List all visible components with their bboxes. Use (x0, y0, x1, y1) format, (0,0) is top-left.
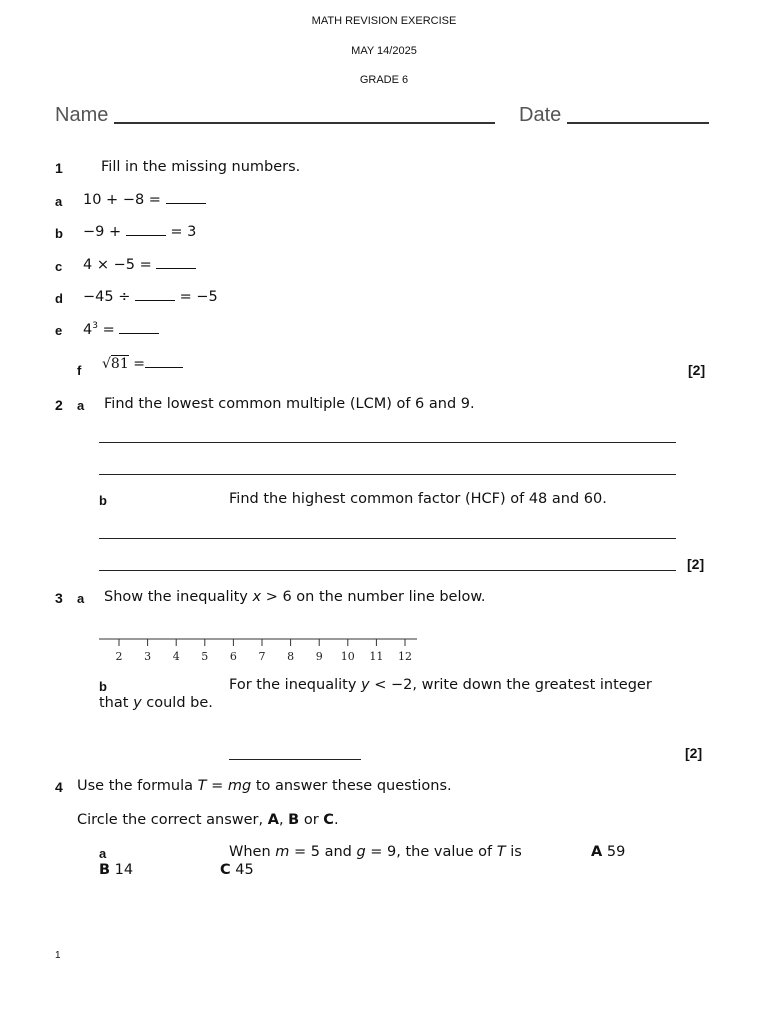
q4a-option-b-value: 14 (114, 862, 134, 878)
q3a-variable: x (252, 589, 262, 605)
q1e-exponent: 3 (92, 321, 98, 331)
q4a-option-b[interactable] (99, 862, 133, 878)
q4a-T: T (496, 844, 506, 860)
q2a-answer-line-1[interactable] (99, 442, 676, 443)
q4-intro-pre: Use the formula (77, 778, 194, 794)
q1c-label: c (55, 259, 63, 274)
q1d-expression (83, 289, 218, 305)
q3b-text-mid: < −2, write down the greatest integer (374, 677, 652, 693)
q4a-option-a-label: A (591, 844, 603, 860)
q1f-expression (102, 356, 183, 372)
q2b-answer-line-1[interactable] (99, 538, 676, 539)
number-line-tick-label: 5 (201, 650, 209, 663)
q2a-label: a (77, 398, 85, 413)
q4a-g: g (356, 844, 366, 860)
q1b-text-pre: −9 + (83, 224, 122, 240)
q3b-variable: y (361, 677, 370, 693)
q1c-text: 4 × −5 = (83, 257, 152, 273)
worksheet-grade: GRADE 6 (359, 74, 409, 86)
q3b-text-post2: could be. (146, 695, 213, 711)
q2b-label: b (99, 493, 107, 508)
date-field[interactable] (567, 122, 709, 124)
q1d-text-post: = −5 (179, 289, 218, 305)
q1b-text-post: = 3 (170, 224, 197, 240)
q3b-variable-2: y (133, 695, 142, 711)
q1a-expression (83, 192, 206, 208)
name-field[interactable] (114, 122, 495, 124)
q1f-equals: = (133, 356, 145, 372)
q1d-answer-blank[interactable] (135, 299, 175, 301)
q4-instruction-sep: , (278, 812, 284, 828)
q4a-option-a-value: 59 (606, 844, 626, 860)
q4-intro (77, 778, 452, 794)
question-number-1: 1 (55, 160, 63, 176)
q4a-when: When (229, 844, 271, 860)
q4a-option-b-label: B (99, 862, 111, 878)
q4-instruction-C: C (323, 812, 334, 828)
q4-formula-mg: mg (227, 778, 252, 794)
question-number-4: 4 (55, 779, 63, 795)
q3a-prompt (104, 589, 486, 605)
question-number-3: 3 (55, 590, 63, 606)
q3b-label: b (99, 679, 107, 694)
q1b-answer-blank[interactable] (126, 234, 166, 236)
number-line-tick-label: 7 (258, 650, 266, 663)
q1e-answer-blank[interactable] (119, 332, 159, 334)
q1a-text: 10 + −8 = (83, 192, 161, 208)
q1f-radicand: 81 (110, 356, 129, 372)
worksheet-date: MAY 14/2025 (351, 45, 417, 57)
q3b-text-pre: For the inequality (229, 677, 357, 693)
q1c-answer-blank[interactable] (156, 267, 196, 269)
number-line-tick-label: 12 (398, 650, 412, 663)
q4-instruction-or: or (303, 812, 319, 828)
q1a-label: a (55, 194, 63, 209)
q1e-expression (83, 321, 159, 338)
number-line-tick-label: 11 (369, 650, 384, 663)
q2b-answer-line-2[interactable] (99, 570, 676, 571)
q3a-text-post: > 6 on the number line below. (265, 589, 486, 605)
q2b-prompt: Find the highest common factor (HCF) of 48 and 60. (229, 491, 607, 507)
worksheet-title: MATH REVISION EXERCISE (311, 15, 457, 27)
q3a-text-pre: Show the inequality (104, 589, 248, 605)
q4-instruction (77, 812, 339, 828)
q1c-expression (83, 257, 196, 273)
q4-instruction-A: A (267, 812, 279, 828)
q3a-label: a (77, 591, 85, 606)
number-line-tick-label: 6 (229, 650, 237, 663)
q1d-text-pre: −45 ÷ (83, 289, 131, 305)
q2-marks: [2] (687, 556, 705, 572)
q4-instruction-period: . (333, 812, 339, 828)
q4a-m: m (275, 844, 290, 860)
q1a-answer-blank[interactable] (166, 202, 206, 204)
q4a-prompt (229, 844, 522, 860)
q3b-prompt-line1 (229, 677, 652, 693)
number-line-tick-label: 10 (340, 650, 355, 663)
q1d-label: d (55, 291, 63, 306)
q4-formula-T: T (197, 778, 207, 794)
page-number: 1 (55, 950, 61, 961)
q3b-prompt-line2 (99, 695, 213, 711)
q1e-base: 4 (83, 321, 93, 338)
q3b-answer-line[interactable] (229, 759, 361, 760)
number-line-tick-label: 3 (144, 650, 152, 663)
number-line-tick-label: 8 (287, 650, 295, 663)
q4-instruction-B: B (288, 812, 300, 828)
name-label: Name (55, 104, 109, 126)
q4a-is: is (510, 844, 522, 860)
q4a-m-value: = 5 and (293, 844, 352, 860)
q4-formula-equals: = (206, 778, 228, 794)
number-line-tick-label: 4 (172, 650, 180, 663)
square-root-icon: √ (102, 356, 111, 372)
q1f-answer-blank[interactable] (145, 366, 183, 368)
q1b-expression (83, 224, 196, 240)
number-line-tick-label: 2 (115, 650, 123, 663)
q4a-label: a (99, 846, 107, 861)
q2a-prompt: Find the lowest common multiple (LCM) of 6 and 9. (104, 396, 475, 412)
number-line-tick-label: 9 (315, 650, 323, 663)
q1e-label: e (55, 323, 63, 338)
q1b-label: b (55, 226, 63, 241)
q4a-option-a[interactable] (591, 844, 625, 860)
number-line[interactable] (95, 630, 425, 664)
date-label: Date (519, 104, 562, 126)
q3-marks: [2] (685, 745, 703, 761)
q1-prompt: Fill in the missing numbers. (101, 159, 301, 175)
q3b-text-pre2: that (99, 695, 129, 711)
q1e-equals: = (102, 321, 115, 338)
q4-instruction-pre: Circle the correct answer, (77, 812, 264, 828)
q1f-label: f (77, 363, 82, 378)
q2a-answer-line-2[interactable] (99, 474, 676, 475)
q4a-option-c-label: C (220, 862, 231, 878)
q1-marks: [2] (688, 362, 706, 378)
q4a-g-value: = 9, the value of (370, 844, 493, 860)
question-number-2: 2 (55, 397, 63, 413)
q4a-option-c-value: 45 (235, 862, 254, 878)
q4a-option-c[interactable] (220, 862, 254, 878)
q4-intro-post: to answer these questions. (255, 778, 452, 794)
